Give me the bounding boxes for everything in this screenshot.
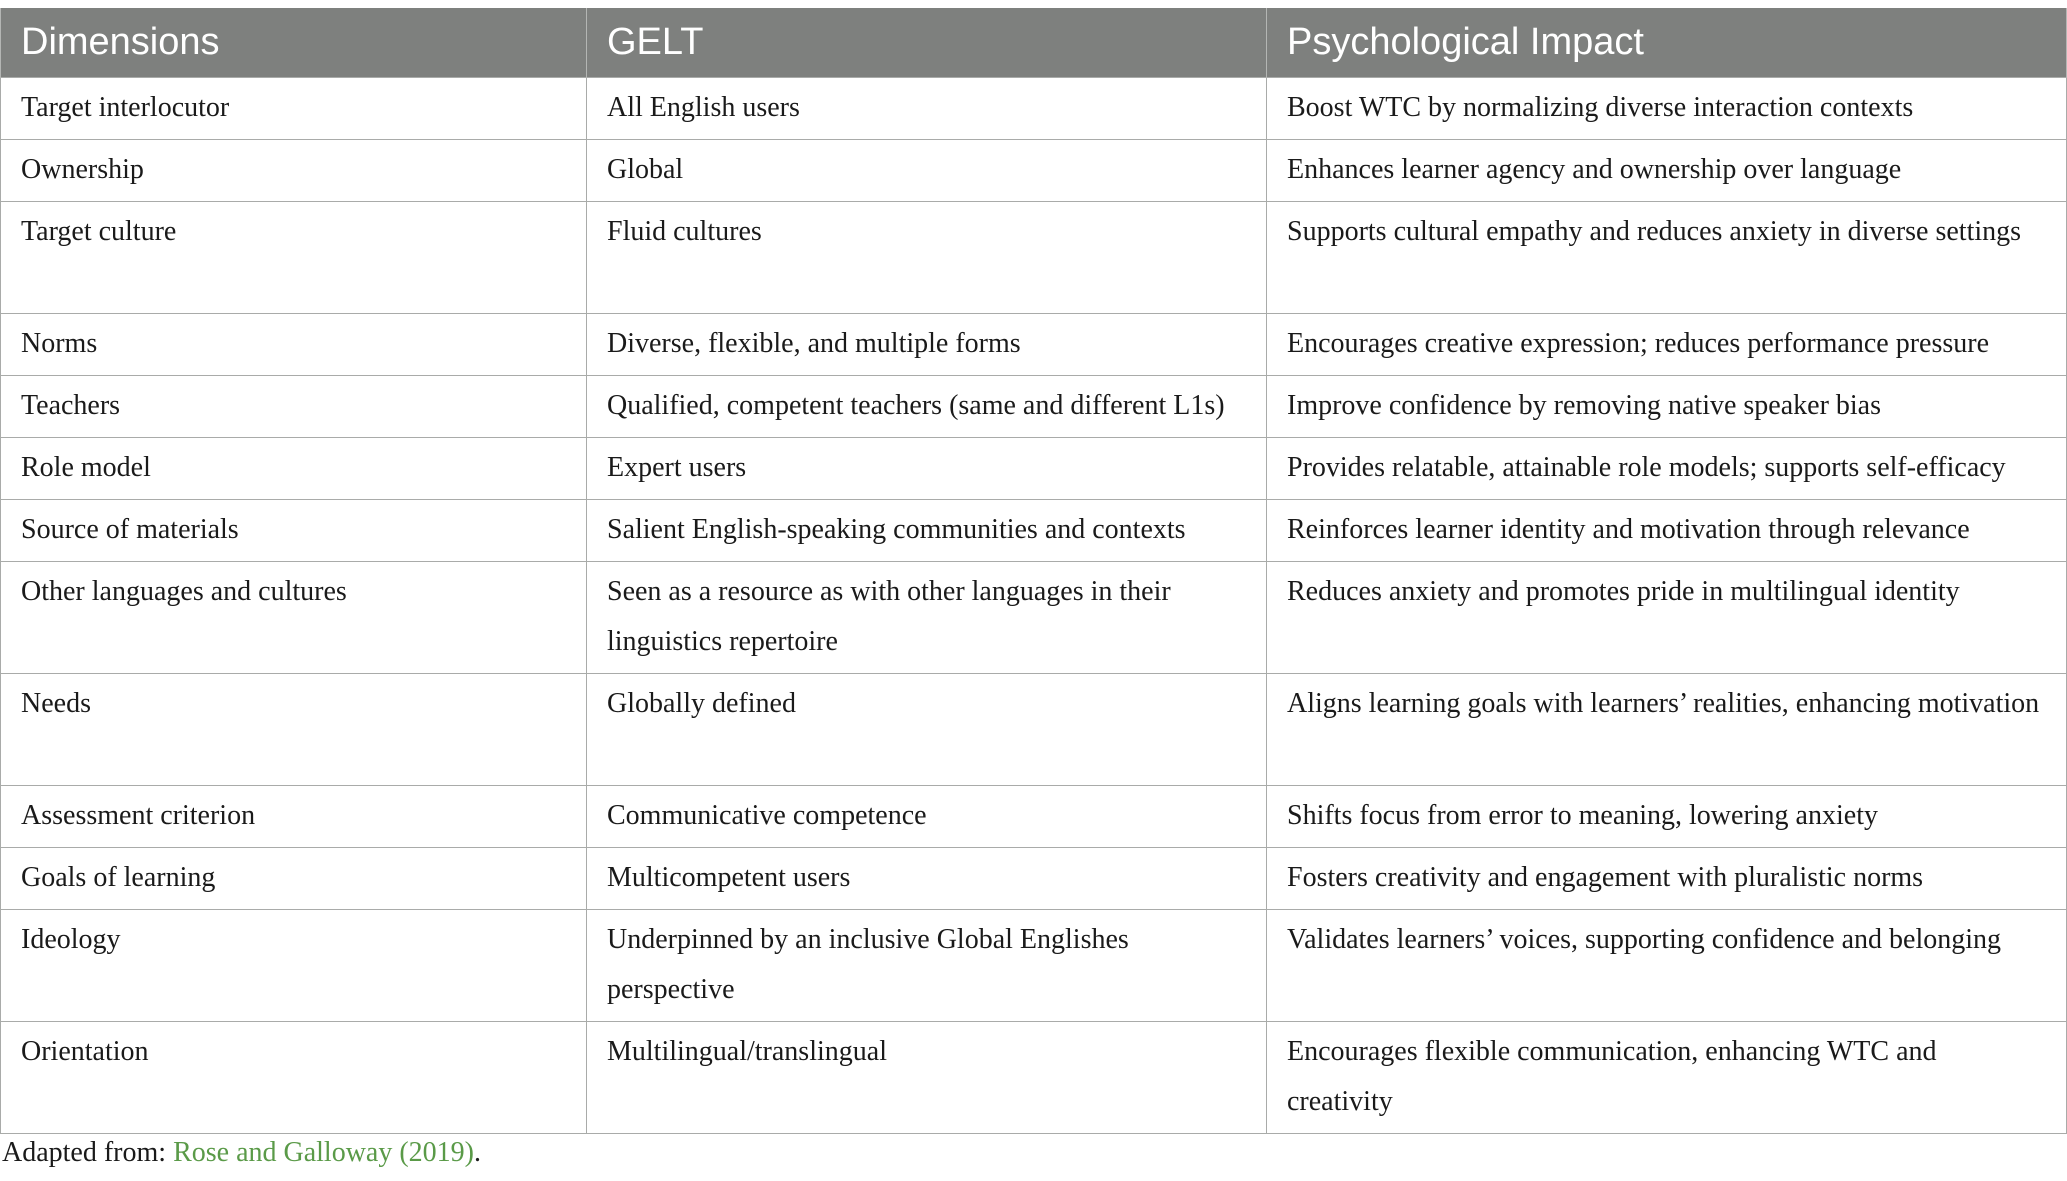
cell-gelt: Multilingual/translingual xyxy=(587,1022,1267,1134)
cell-impact: Encourages creative expression; reduces performance pressure xyxy=(1267,314,2067,376)
cell-dimension: Source of materials xyxy=(1,500,587,562)
cell-impact: Fosters creativity and engagement with pluralistic norms xyxy=(1267,848,2067,910)
cell-impact: Provides relatable, attainable role models; supports self-efficacy xyxy=(1267,438,2067,500)
table-row xyxy=(1,848,2067,910)
cell-gelt: Salient English-speaking communities and contexts xyxy=(587,500,1267,562)
cell-impact: Improve confidence by removing native speaker bias xyxy=(1267,376,2067,438)
cell-gelt: Fluid cultures xyxy=(587,202,1267,314)
cell-dimension: Target culture xyxy=(1,202,587,314)
cell-gelt: Underpinned by an inclusive Global Englishes perspective xyxy=(587,910,1267,1022)
cell-gelt: Expert users xyxy=(587,438,1267,500)
cell-gelt: Multicompetent users xyxy=(587,848,1267,910)
cell-dimension: Needs xyxy=(1,674,587,786)
cell-dimension: Orientation xyxy=(1,1022,587,1134)
table-row xyxy=(1,314,2067,376)
cell-dimension: Other languages and cultures xyxy=(1,562,587,674)
table-header-row xyxy=(1,8,2067,78)
cell-gelt: Communicative competence xyxy=(587,786,1267,848)
table-row xyxy=(1,786,2067,848)
cell-dimension: Teachers xyxy=(1,376,587,438)
table-row xyxy=(1,376,2067,438)
cell-dimension: Assessment criterion xyxy=(1,786,587,848)
cell-impact: Reduces anxiety and promotes pride in multilingual identity xyxy=(1267,562,2067,674)
cell-dimension: Ideology xyxy=(1,910,587,1022)
cell-gelt: Seen as a resource as with other languages in their linguistics repertoire xyxy=(587,562,1267,674)
table-row xyxy=(1,438,2067,500)
table-row xyxy=(1,1022,2067,1134)
cell-gelt: Global xyxy=(587,140,1267,202)
cell-dimension: Target interlocutor xyxy=(1,78,587,140)
cell-dimension: Role model xyxy=(1,438,587,500)
table-row xyxy=(1,562,2067,674)
column-header-dimensions: Dimensions xyxy=(1,8,587,78)
table-container xyxy=(0,8,2066,1134)
cell-impact: Supports cultural empathy and reduces anxiety in diverse settings xyxy=(1267,202,2067,314)
reference-link[interactable]: Rose and Galloway (2019) xyxy=(173,1137,474,1168)
cell-impact: Shifts focus from error to meaning, lowering anxiety xyxy=(1267,786,2067,848)
cell-dimension: Ownership xyxy=(1,140,587,202)
cell-dimension: Norms xyxy=(1,314,587,376)
cell-impact: Reinforces learner identity and motivation through relevance xyxy=(1267,500,2067,562)
cell-impact: Enhances learner agency and ownership over language xyxy=(1267,140,2067,202)
column-header-psychological-impact: Psychological Impact xyxy=(1267,8,2067,78)
cell-gelt: Qualified, competent teachers (same and different L1s) xyxy=(587,376,1267,438)
footnote-suffix: . xyxy=(474,1137,481,1168)
cell-gelt: Globally defined xyxy=(587,674,1267,786)
gelt-dimensions-table xyxy=(0,8,2067,1134)
footnote-prefix: Adapted from: xyxy=(2,1137,174,1168)
table-row xyxy=(1,500,2067,562)
table-row xyxy=(1,78,2067,140)
cell-gelt: All English users xyxy=(587,78,1267,140)
table-row xyxy=(1,140,2067,202)
cell-impact: Aligns learning goals with learners’ realities, enhancing motivation xyxy=(1267,674,2067,786)
cell-dimension: Goals of learning xyxy=(1,848,587,910)
cell-impact: Boost WTC by normalizing diverse interaction contexts xyxy=(1267,78,2067,140)
cell-impact: Validates learners’ voices, supporting confidence and belonging xyxy=(1267,910,2067,1022)
table-footnote xyxy=(2,1133,481,1173)
column-header-gelt: GELT xyxy=(587,8,1267,78)
table-row xyxy=(1,202,2067,314)
cell-gelt: Diverse, flexible, and multiple forms xyxy=(587,314,1267,376)
table-row xyxy=(1,674,2067,786)
table-row xyxy=(1,910,2067,1022)
cell-impact: Encourages flexible communication, enhancing WTC and creativity xyxy=(1267,1022,2067,1134)
